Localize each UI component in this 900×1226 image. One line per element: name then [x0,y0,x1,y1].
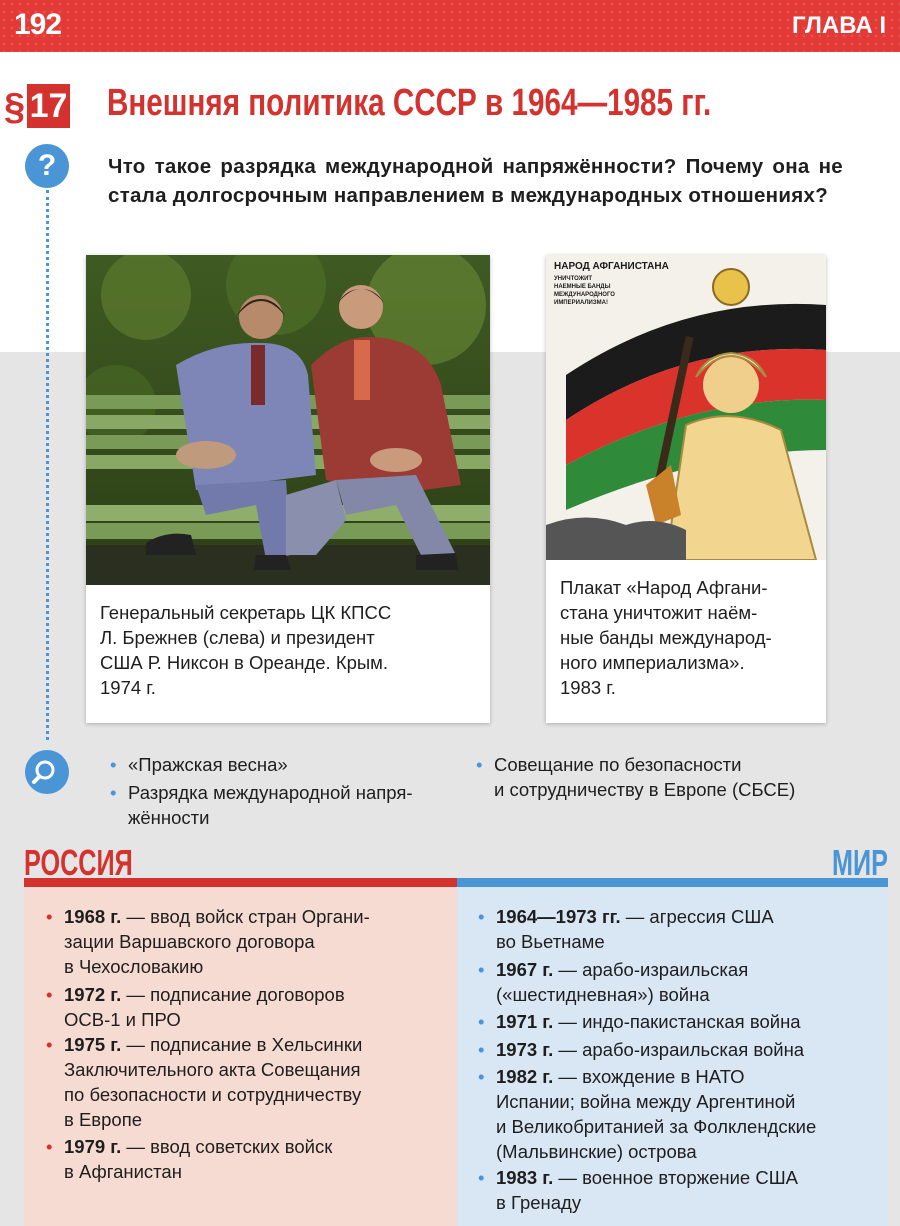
world-event: • 1973 г. — арабо-израильская война [478,1039,805,1060]
poster-afghanistan [546,255,826,560]
photo-brezhnev-nixon [86,255,490,585]
section-number: 17 [27,84,70,128]
key-term: • Совещание по безопасности и сотрудничеству в Европе (СБСЕ) [476,754,796,800]
russia-event: • 1968 г. — ввод войск стран Органи- зации Варшавского договора в Чехословакию [46,906,370,977]
russia-event: • 1972 г. — подписание договоров ОСВ-1 и ПРО [46,984,345,1030]
caption-line: 1974 г. [100,677,156,698]
term-line: жённости [128,807,210,828]
svg-text:ИМПЕРИАЛИЗМА!: ИМПЕРИАЛИЗМА! [554,300,608,306]
figure-afghan-poster [546,255,826,723]
term-line: Совещание по безопасности [494,754,742,775]
key-term: • «Пражская весна» [110,754,288,775]
world-event: • 1964—1973 гг. — агрессия США во Вьетнаме [478,906,774,952]
world-event: • 1967 г. — арабо-израильская («шестидневная») война [478,959,749,1005]
world-divider [457,878,888,887]
svg-text:МЕЖДУНАРОДНОГО: МЕЖДУНАРОДНОГО [554,292,615,298]
figure-caption [100,600,391,700]
world-event: • 1971 г. — индо-пакистанская война [478,1011,801,1032]
caption-line: Л. Брежнев (слева) и президент [100,627,375,648]
caption-line: Плакат «Народ Афгани- [560,577,768,598]
key-term: • Разрядка международной напря- жённости [110,782,413,828]
russia-heading: РОССИЯ [24,842,133,883]
svg-text:НАРОД АФГАНИСТАНА: НАРОД АФГАНИСТАНА [554,261,669,272]
section-sign: § [4,86,26,128]
page-number: 192 [14,8,62,41]
caption-line: 1983 г. [560,677,616,698]
figure-brezhnev-nixon [86,255,490,723]
term-line: и сотрудничеству в Европе (СБСЕ) [494,779,796,800]
question-icon: ? [25,144,69,188]
caption-line: ные банды международ- [560,627,772,648]
page-title: Внешняя политика СССР в 1964—1985 гг. [107,82,712,124]
svg-text:УНИЧТОЖИТ: УНИЧТОЖИТ [554,276,593,282]
lead-question: Что такое разрядка международной напряжённости? Почему она не стала долгосрочным направлением в международных отношениях? [108,155,843,207]
search-icon [25,750,69,794]
svg-text:НАЕМНЫЕ БАНДЫ: НАЕМНЫЕ БАНДЫ [554,284,611,290]
page-header-bar [0,0,900,52]
world-event: • 1983 г. — военное вторжение США в Гренаду [478,1167,798,1213]
world-heading: МИР [832,842,888,883]
caption-line: ного империализма». [560,652,745,673]
world-event: • 1982 г. — вхождение в НАТО Испании; война между Аргентиной и Великобританией за Фолклендские (Мальвинские) острова [478,1066,817,1162]
russia-event: • 1979 г. — ввод советских войск в Афганистан [46,1136,333,1182]
caption-line: Генеральный секретарь ЦК КПСС [100,602,392,623]
chapter-label: ГЛАВА I [792,12,886,39]
dotted-connector [46,190,49,740]
term-line: «Пражская весна» [128,754,288,775]
caption-line: стана уничтожит наём- [560,602,758,623]
russia-event: • 1975 г. — подписание в Хельсинки Заключительного акта Совещания по безопасности и сотрудничеству в Европе [46,1034,363,1130]
figure-caption [560,575,772,700]
term-line: Разрядка международной напря- [128,782,413,803]
caption-line: США Р. Никсон в Ореанде. Крым. [100,652,389,673]
